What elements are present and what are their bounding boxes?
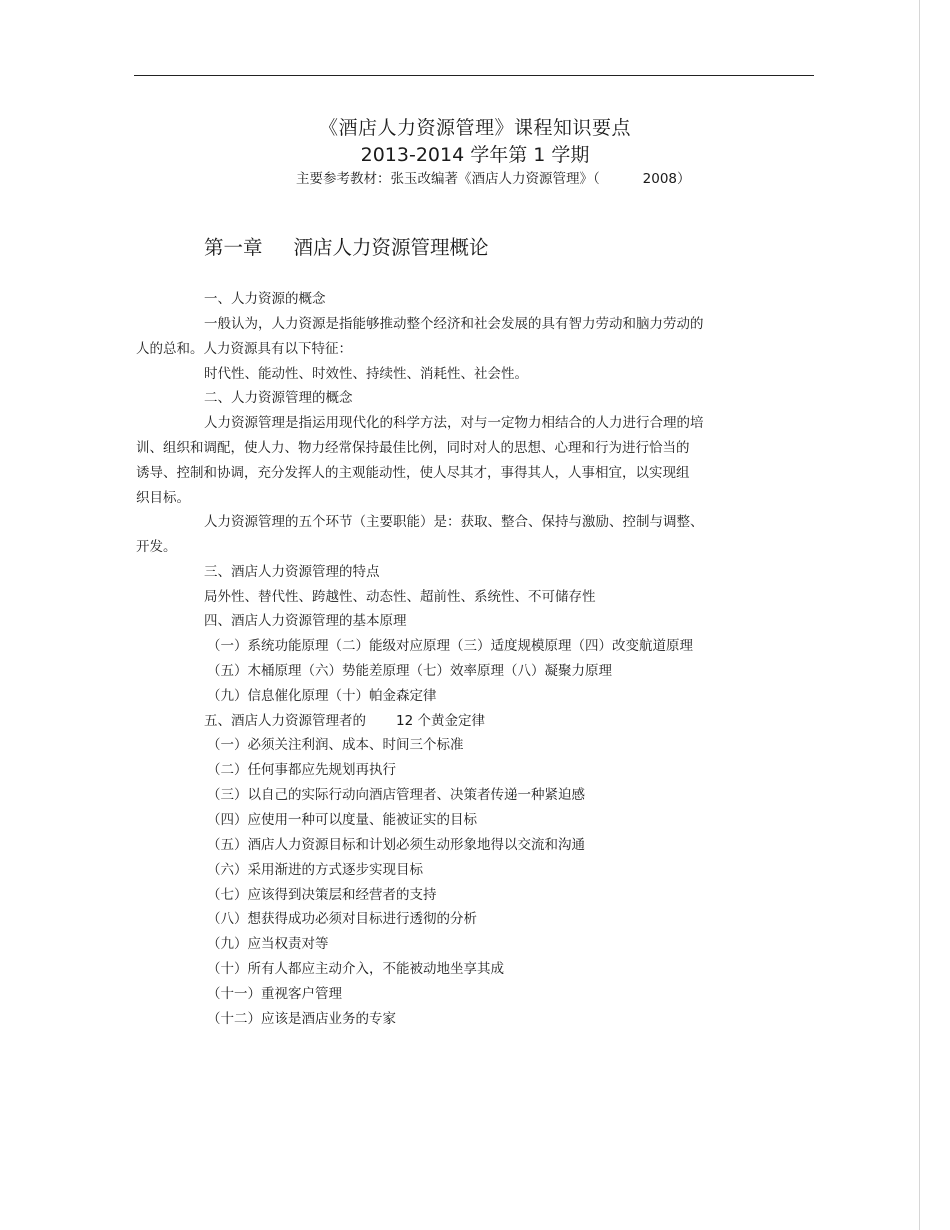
rule-item: （五）酒店人力资源目标和计划必须生动形象地得以交流和沟通 xyxy=(207,837,585,853)
rule-item: （七）应该得到决策层和经营者的支持 xyxy=(207,887,437,903)
chapter-title: 第一章 酒店人力资源管理概论 xyxy=(204,236,489,259)
section-heading: 一、人力资源的概念 xyxy=(204,291,326,307)
principle-line: （五）木桶原理（六）势能差原理（七）效率原理（八）凝聚力原理 xyxy=(207,663,612,679)
rule-item: （一）必须关注利润、成本、时间三个标准 xyxy=(207,737,464,753)
principle-line: （九）信息催化原理（十）帕金森定律 xyxy=(207,688,437,704)
rule-item: （三）以自己的实际行动向酒店管理者、决策者传递一种紧迫感 xyxy=(207,787,585,803)
section-heading: 四、酒店人力资源管理的基本原理 xyxy=(204,613,407,629)
document-title: 《酒店人力资源管理》课程知识要点 xyxy=(318,117,631,139)
paragraph-line: 诱导、控制和协调，充分发挥人的主观能动性，使人尽其才，事得其人，人事相宜，以实现组 xyxy=(136,465,690,481)
rule-item: （十一）重视客户管理 xyxy=(207,986,342,1002)
rule-item: （六）采用渐进的方式逐步实现目标 xyxy=(207,862,423,878)
paragraph-line: 人力资源管理的五个环节（主要职能）是：获取、整合、保持与激励、控制与调整、 xyxy=(204,514,704,530)
rule-item: （二）任何事都应先规划再执行 xyxy=(207,762,396,778)
paragraph-line: 人力资源管理是指运用现代化的科学方法，对与一定物力相结合的人力进行合理的培 xyxy=(204,415,704,431)
paragraph-line: 开发。 xyxy=(136,539,177,555)
feature-list: 时代性、能动性、时效性、持续性、消耗性、社会性。 xyxy=(204,366,528,382)
reference-textbook: 主要参考教材：张玉改编著《酒店人力资源管理》（ 2008） xyxy=(296,171,691,187)
paragraph-line: 人的总和。人力资源具有以下特征： xyxy=(136,341,352,357)
section-heading: 五、酒店人力资源管理者的 12 个黄金定律 xyxy=(204,713,486,729)
paragraph-line: 织目标。 xyxy=(136,490,190,506)
header-rule xyxy=(134,75,814,76)
principle-line: （一）系统功能原理（二）能级对应原理（三）适度规模原理（四）改变航道原理 xyxy=(207,638,693,654)
document-term: 2013-2014 学年第 1 学期 xyxy=(360,144,590,166)
feature-list: 局外性、替代性、跨越性、动态性、超前性、系统性、不可储存性 xyxy=(204,589,596,605)
page-edge-line xyxy=(919,0,920,1230)
rule-item: （四）应使用一种可以度量、能被证实的目标 xyxy=(207,812,477,828)
rule-item: （十）所有人都应主动介入，不能被动地坐享其成 xyxy=(207,961,504,977)
section-heading: 二、人力资源管理的概念 xyxy=(204,390,353,406)
section-heading: 三、酒店人力资源管理的特点 xyxy=(204,564,380,580)
paragraph-line: 一般认为，人力资源是指能够推动整个经济和社会发展的具有智力劳动和脑力劳动的 xyxy=(204,316,704,332)
paragraph-line: 训、组织和调配，使人力、物力经常保持最佳比例，同时对人的思想、心理和行为进行恰当的 xyxy=(136,440,690,456)
rule-item: （八）想获得成功必须对目标进行透彻的分析 xyxy=(207,911,477,927)
rule-item: （十二）应该是酒店业务的专家 xyxy=(207,1011,396,1027)
rule-item: （九）应当权责对等 xyxy=(207,936,329,952)
